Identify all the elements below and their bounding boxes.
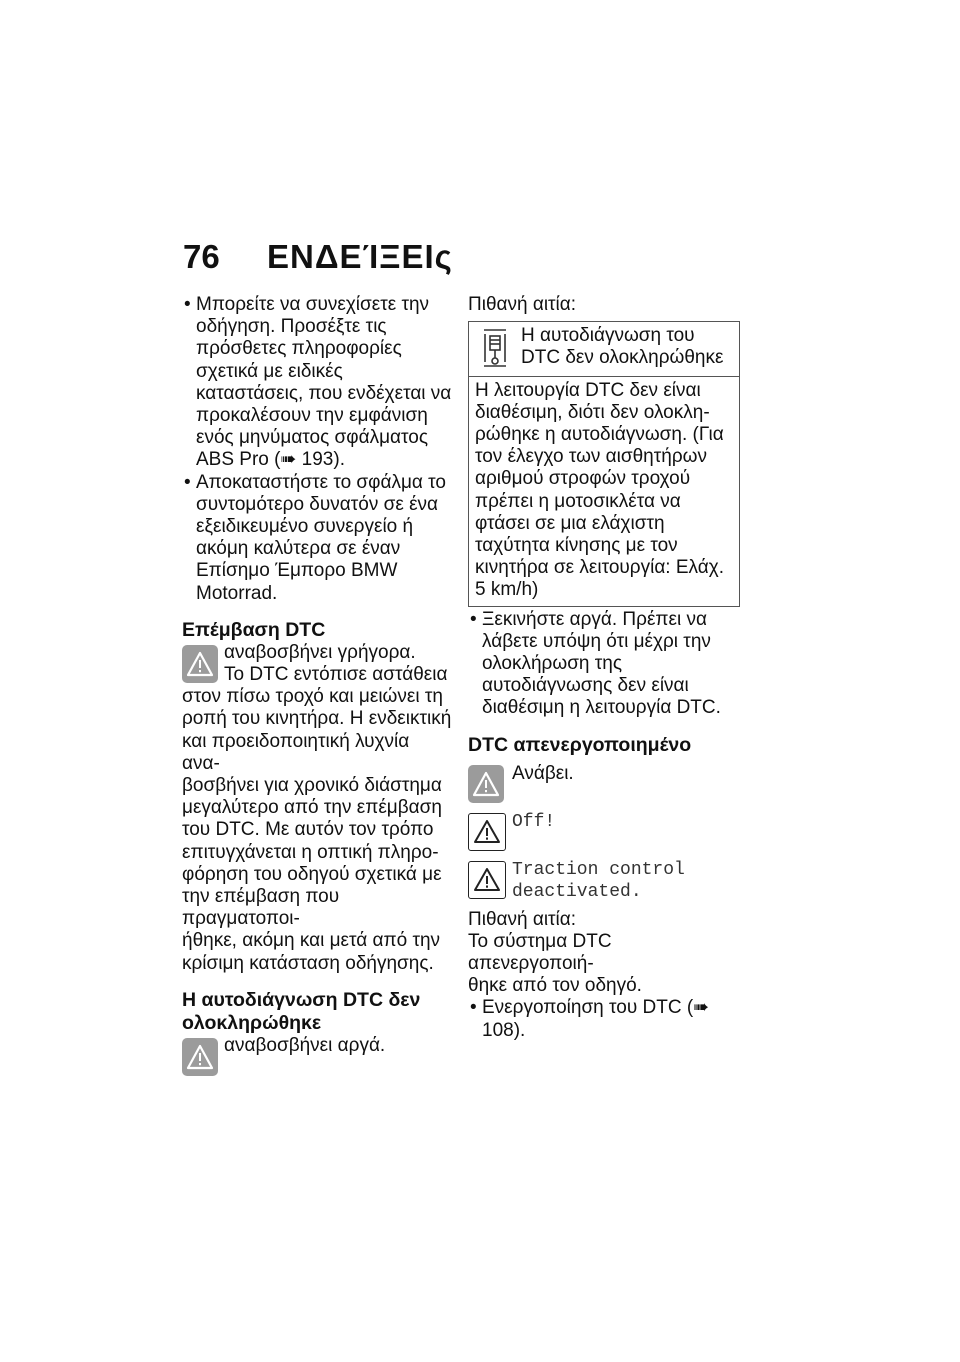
right-column bbox=[468, 294, 740, 1042]
warning-triangle-icon bbox=[468, 765, 504, 803]
text-line: θηκε από τον οδηγό. bbox=[468, 975, 642, 997]
section-title-self-diagnosis bbox=[182, 989, 452, 1035]
cause-head-line: Η αυτοδιάγνωση του bbox=[521, 325, 695, 347]
text-line: κρίσιμη κατάσταση οδήγησης. bbox=[182, 952, 434, 974]
text-line: αριθμού στροφών τροχού bbox=[475, 468, 691, 490]
text-line: τον έλεγχο των αισθητήρων bbox=[475, 446, 707, 468]
cause-label: Πιθανή αιτία: bbox=[468, 908, 577, 930]
text-line: ρώθηκε η αυτοδιάγνωση. (Για bbox=[475, 424, 724, 446]
diagnosis-icon bbox=[481, 328, 509, 368]
list-item: • Ξεκινήστε αργά. Πρέπει να λάβετε υπόψη ότι μέχρι την ολοκλήρωση της αυτοδιάγνωσης δεν είναι διαθέσιμη η λειτουργία DTC. bbox=[468, 609, 740, 720]
text-line: βοσβήνει για χρονικό διάστημα bbox=[182, 775, 442, 797]
list-item: • Αποκαταστήστε το σφάλμα το συντομότερο δυνατόν σε ένα εξειδικευμένο συνεργείο ή ακόμη καλύτερα σε έναν Επίσημο Έμπορο BMW Motorrad. bbox=[182, 472, 452, 605]
text-line: Η λειτουργία DTC δεν είναι bbox=[475, 379, 701, 401]
text-line: διαθέσιμη, διότι δεν ολοκλη- bbox=[475, 401, 710, 423]
left-column bbox=[182, 294, 452, 1075]
page-header bbox=[183, 238, 783, 290]
display-off-message bbox=[468, 811, 740, 853]
warning-triangle-icon bbox=[468, 861, 506, 899]
text-line: φόρηση του οδηγού σχετικά με bbox=[182, 863, 442, 885]
text-line: ροπή του κινητήρα. Η ενδεικτική bbox=[182, 708, 452, 730]
text-line: την επέμβαση που πραγματοποι- bbox=[182, 886, 340, 930]
cause-label: Πιθανή αιτία: bbox=[468, 294, 577, 315]
warning-triangle-icon bbox=[182, 645, 218, 683]
cause-head-line: DTC δεν ολοκληρώθηκε bbox=[521, 347, 724, 369]
text-line: φτάσει σε μια ελάχιστη bbox=[475, 512, 665, 534]
page-number: 76 bbox=[183, 238, 220, 275]
display-traction-message bbox=[468, 859, 740, 903]
cause-table-header bbox=[469, 322, 739, 376]
cause-table-body bbox=[469, 377, 739, 606]
list-item: • Ενεργοποίηση του DTC (➠ 108). bbox=[468, 997, 740, 1041]
text-line: Το DTC εντόπισε αστάθεια bbox=[224, 664, 448, 686]
text-line: μεγαλύτερο από την επέμβαση bbox=[182, 797, 442, 819]
dtc-intervention-block bbox=[182, 642, 452, 686]
chapter-title: ΕΝΔΕΊΞΕΙς bbox=[267, 238, 453, 275]
display-text: Off! bbox=[512, 811, 556, 832]
text-line: πρέπει η μοτοσικλέτα να bbox=[475, 490, 681, 512]
text-line: 5 km/h) bbox=[475, 579, 539, 601]
display-text: Traction control bbox=[512, 859, 685, 880]
section-title-dtc-deactivated: DTC απενεργοποιημένο bbox=[468, 733, 692, 756]
heading-line: Η αυτοδιάγνωση DTC δεν bbox=[182, 988, 421, 1011]
text-line: και προειδοποιητική λυχνία ανα- bbox=[182, 730, 410, 774]
display-text: deactivated. bbox=[512, 881, 642, 902]
warning-triangle-icon bbox=[468, 813, 506, 851]
section-title-dtc-intervention: Επέμβαση DTC bbox=[182, 618, 326, 641]
self-diagnosis-block bbox=[182, 1035, 452, 1075]
text-line: Ανάβει. bbox=[512, 762, 574, 784]
text-line: του DTC. Με αυτόν τον τρόπο bbox=[182, 819, 434, 841]
text-line: Το σύστημα DTC απενεργοποιή- bbox=[468, 930, 612, 975]
warning-triangle-icon bbox=[182, 1038, 218, 1076]
dtc-deactivated-lamp bbox=[468, 763, 740, 805]
text-line: επιτυγχάνεται η οπτική πληρο- bbox=[182, 841, 439, 863]
cause-table bbox=[468, 321, 740, 606]
text-line: στον πίσω τροχό και μειώνει τη bbox=[182, 686, 443, 708]
text-line: ταχύτητα κίνησης με τον bbox=[475, 535, 678, 557]
text-line: ήθηκε, ακόμη και μετά από την bbox=[182, 930, 441, 952]
list-item: • Μπορείτε να συνεχίσετε την οδήγηση. Προσέξτε τις πρόσθετες πληροφορίες σχετικά με ειδικές καταστάσεις, που ενδέχεται να προκαλέσουν την εμφάνιση ενός μηνύματος σφάλματος ABS Pro (➠ 193). bbox=[182, 294, 452, 472]
text-line: κινητήρα σε λειτουργία: Ελάχ. bbox=[475, 557, 724, 579]
heading-line: ολοκληρώθηκε bbox=[182, 1011, 322, 1034]
text-line: αναβοσβήνει αργά. bbox=[224, 1034, 386, 1056]
text-line: αναβοσβήνει γρήγορα. bbox=[224, 641, 416, 663]
